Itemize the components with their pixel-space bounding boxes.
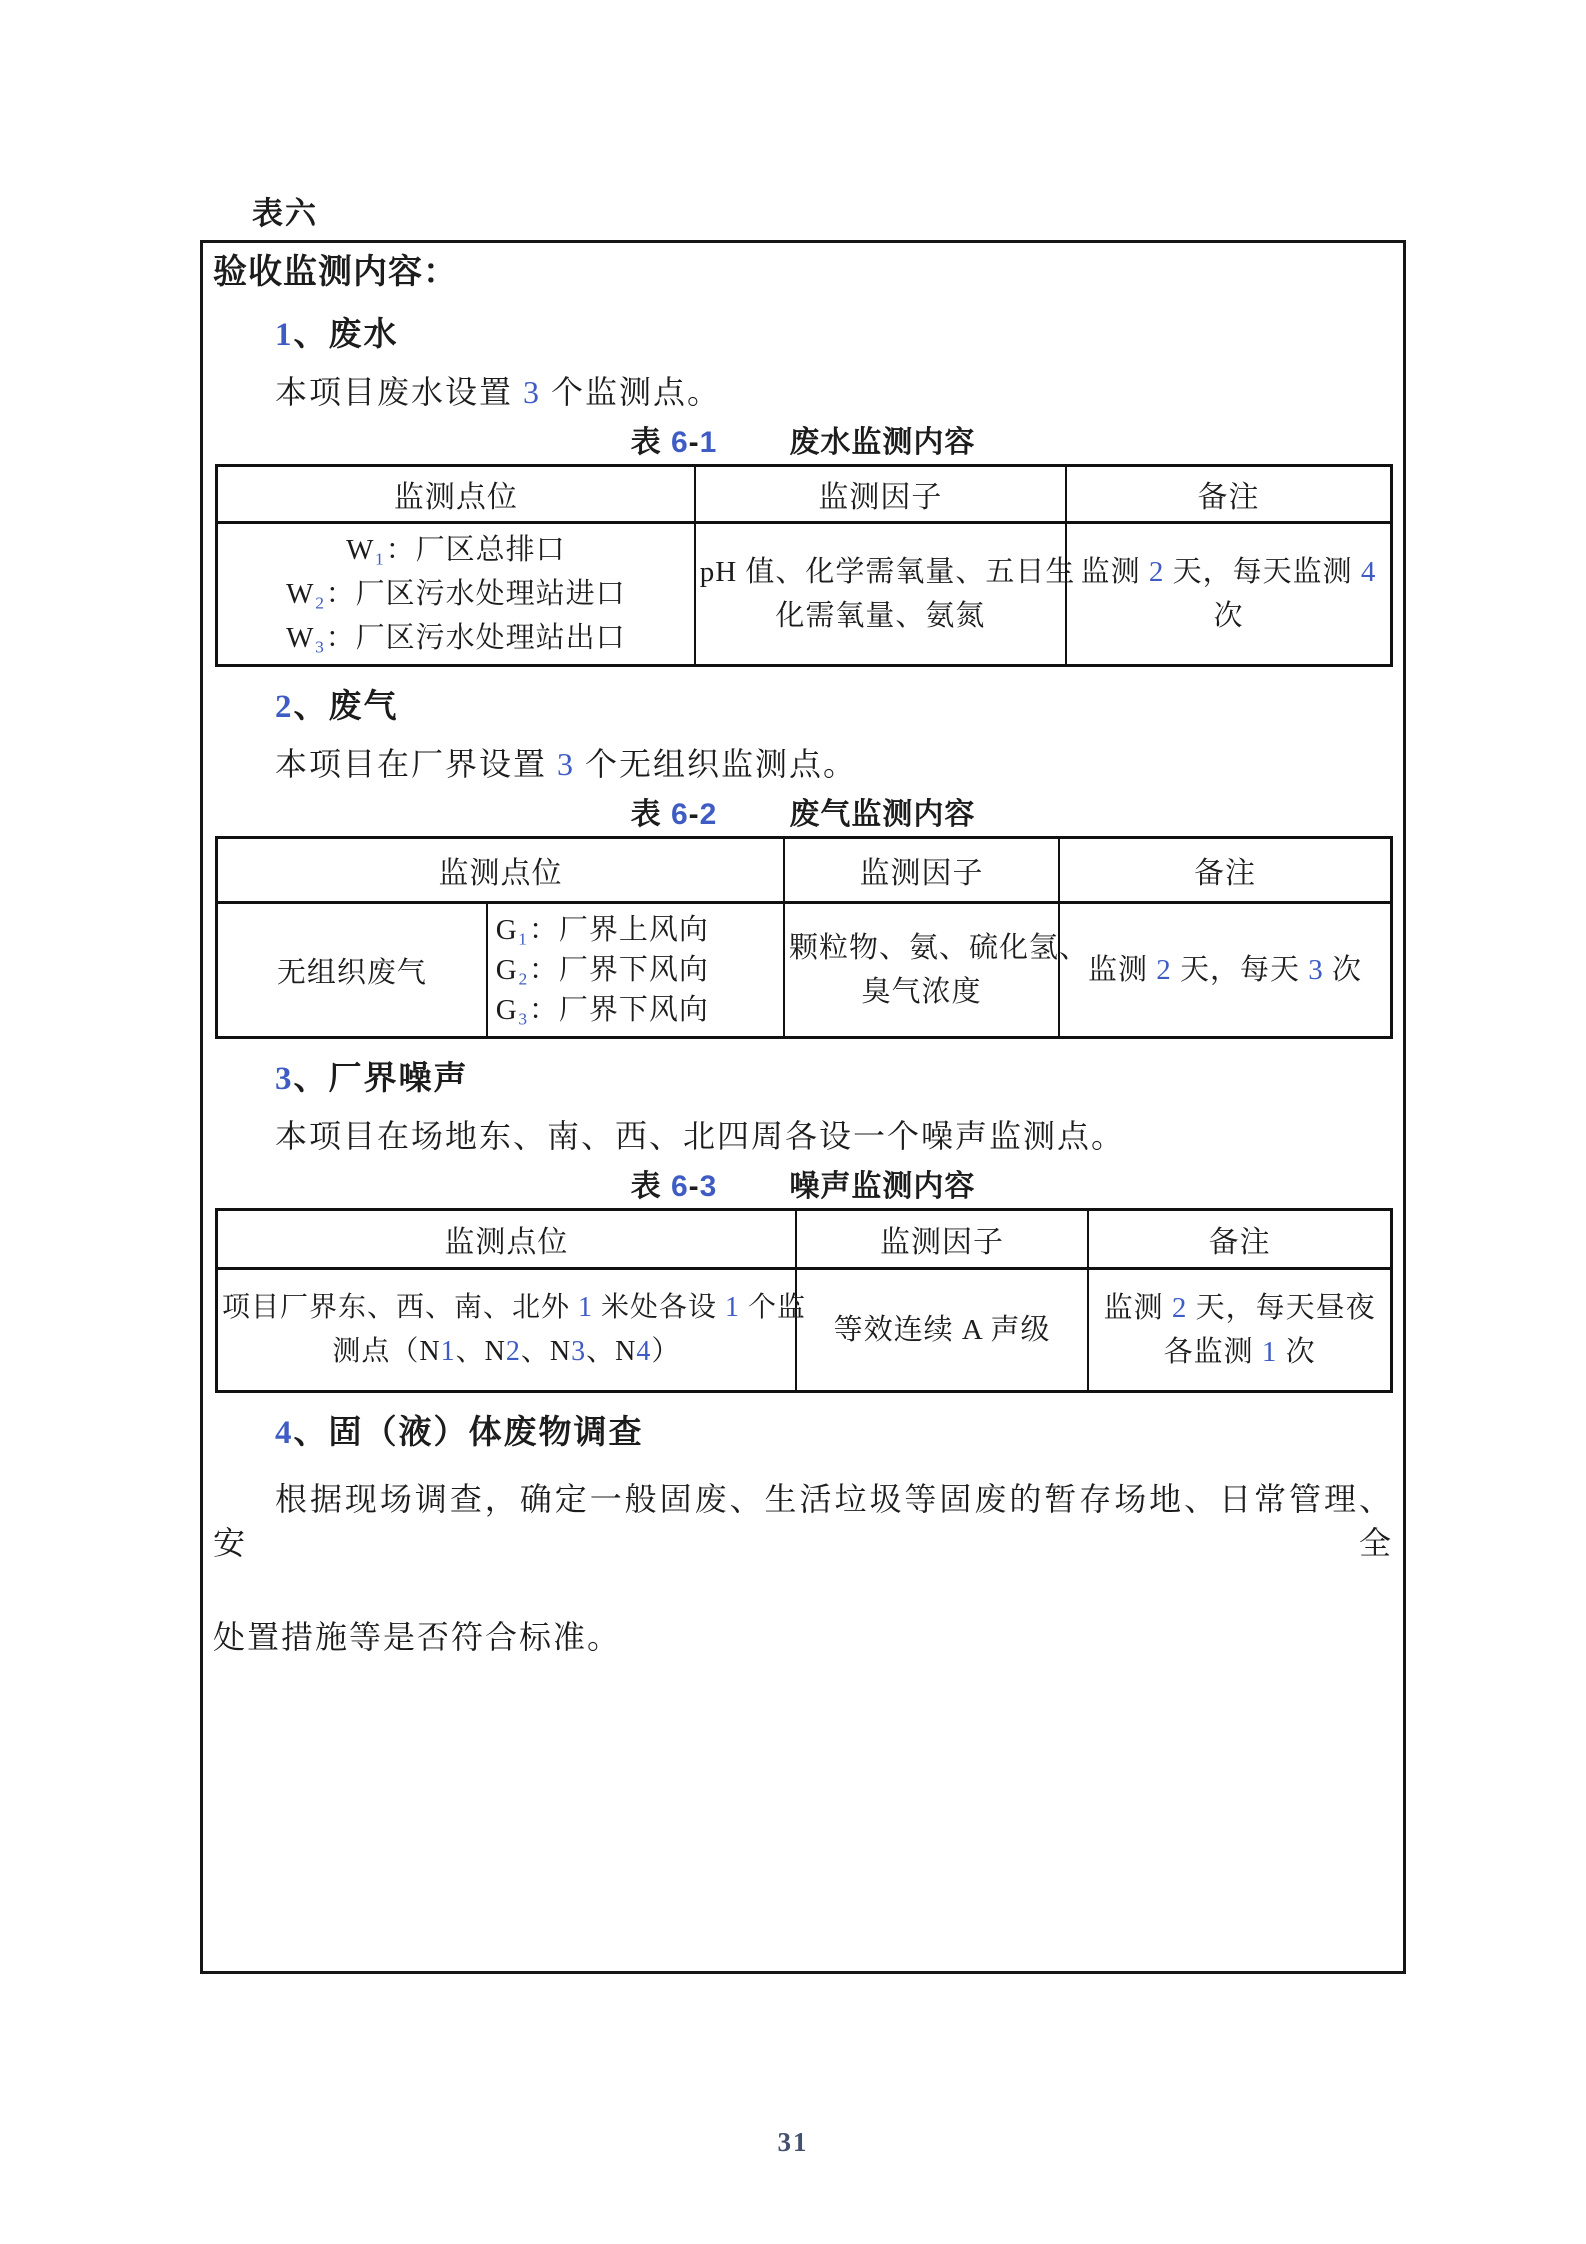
point-w1: W₁：厂区总排口	[346, 534, 566, 566]
section-2-heading: 2、废气	[275, 689, 399, 725]
remark-line: 次	[1213, 600, 1244, 632]
box-title: 验收监测内容：	[213, 253, 458, 291]
factors-line: 臭气浓度	[861, 976, 982, 1008]
column-header-remark: 备注	[1066, 466, 1391, 523]
points-type-cell: 无组织废气	[217, 903, 487, 1038]
column-header-points: 监测点位	[217, 466, 695, 523]
table-6-3	[215, 1208, 1393, 1393]
section-3-heading: 3、厂界噪声	[275, 1061, 469, 1097]
factors-cell	[695, 523, 1076, 666]
section-1-body: 本项目废水设置 3 个监测点。	[275, 374, 722, 410]
points-sub-cell	[487, 903, 784, 1038]
table-6-3-caption-title: 噪声监测内容	[789, 1170, 976, 1203]
table-6-1	[215, 464, 1393, 667]
column-header-factors: 监测因子	[796, 1210, 1089, 1269]
remark-cell	[1059, 903, 1392, 1038]
section-4-paragraph-line-2: 处置措施等是否符合标准。	[213, 1619, 622, 1655]
table-6-1-header-row	[217, 466, 1392, 523]
section-4-heading: 4、固（液）体废物调查	[275, 1415, 644, 1451]
remark-line: 监测 2 天，每天 3 次	[1087, 954, 1362, 986]
table-6-1-data-row	[217, 523, 1392, 666]
point-g3: G₃：厂界下风向	[495, 994, 709, 1026]
column-header-remark: 备注	[1059, 838, 1392, 903]
table-6-1-caption	[213, 425, 1393, 461]
table-6-3-caption	[213, 1169, 1393, 1205]
factors-line: 化需氧量、氨氮	[775, 600, 986, 632]
table-6-2-data-row	[217, 903, 1392, 1038]
points-cell	[217, 523, 695, 666]
remark-line: 各监测 1 次	[1163, 1336, 1316, 1368]
column-header-factors: 监测因子	[784, 838, 1059, 903]
factors-cell	[784, 903, 1090, 1038]
table-6-3-data-row	[217, 1269, 1392, 1392]
content-box	[200, 240, 1406, 1974]
table-6-2-caption	[213, 797, 1393, 833]
table-6-1-caption-title: 废水监测内容	[789, 426, 976, 459]
point-g2: G₂：厂界下风向	[495, 954, 709, 986]
page-number: 31	[777, 2127, 809, 2157]
table-6-2-header-row	[217, 838, 1392, 903]
points-cell	[217, 1269, 807, 1392]
factors-line: 颗粒物、氨、硫化氢、	[789, 932, 1090, 964]
section-4-paragraph-line-1: 根据现场调查，确定一般固废、生活垃圾等固废的暂存场地、日常管理、安全	[213, 1481, 1393, 1561]
remark-cell	[1066, 523, 1391, 666]
remark-line: 监测 2 天，每天监测 4	[1080, 556, 1377, 588]
column-header-remark: 备注	[1088, 1210, 1391, 1269]
point-g1: G₁：厂界上风向	[495, 914, 709, 946]
column-header-points: 监测点位	[217, 838, 785, 903]
table-6-2-caption-title: 废气监测内容	[789, 798, 976, 831]
column-header-factors: 监测因子	[695, 466, 1066, 523]
table-6-3-caption-label: 表 6-3	[630, 1170, 718, 1203]
remark-line: 监测 2 天，每天昼夜	[1103, 1292, 1376, 1324]
factors-cell	[796, 1269, 1089, 1392]
column-header-points: 监测点位	[217, 1210, 796, 1269]
points-line: 项目厂界东、西、南、北外 1 米处各设 1 个监	[222, 1292, 807, 1323]
table-6-1-caption-label: 表 6-1	[630, 426, 718, 459]
points-line: 测点（N1、N2、N3、N4）	[332, 1336, 681, 1367]
page-tag: 表六	[252, 196, 318, 231]
remark-cell	[1088, 1269, 1391, 1392]
section-1-heading: 1、废水	[275, 317, 399, 353]
table-6-2-caption-label: 表 6-2	[630, 798, 718, 831]
factors-line: 等效连续 A 声级	[833, 1314, 1051, 1346]
point-w3: W₃：厂区污水处理站出口	[286, 622, 626, 654]
table-6-3-header-row	[217, 1210, 1392, 1269]
section-3-body: 本项目在场地东、南、西、北四周各设一个噪声监测点。	[275, 1118, 1126, 1154]
point-w2: W₂：厂区污水处理站进口	[286, 578, 626, 610]
factors-line: pH 值、化学需氧量、五日生	[699, 556, 1076, 588]
table-6-2	[215, 836, 1393, 1039]
section-2-body: 本项目在厂界设置 3 个无组织监测点。	[275, 746, 858, 782]
